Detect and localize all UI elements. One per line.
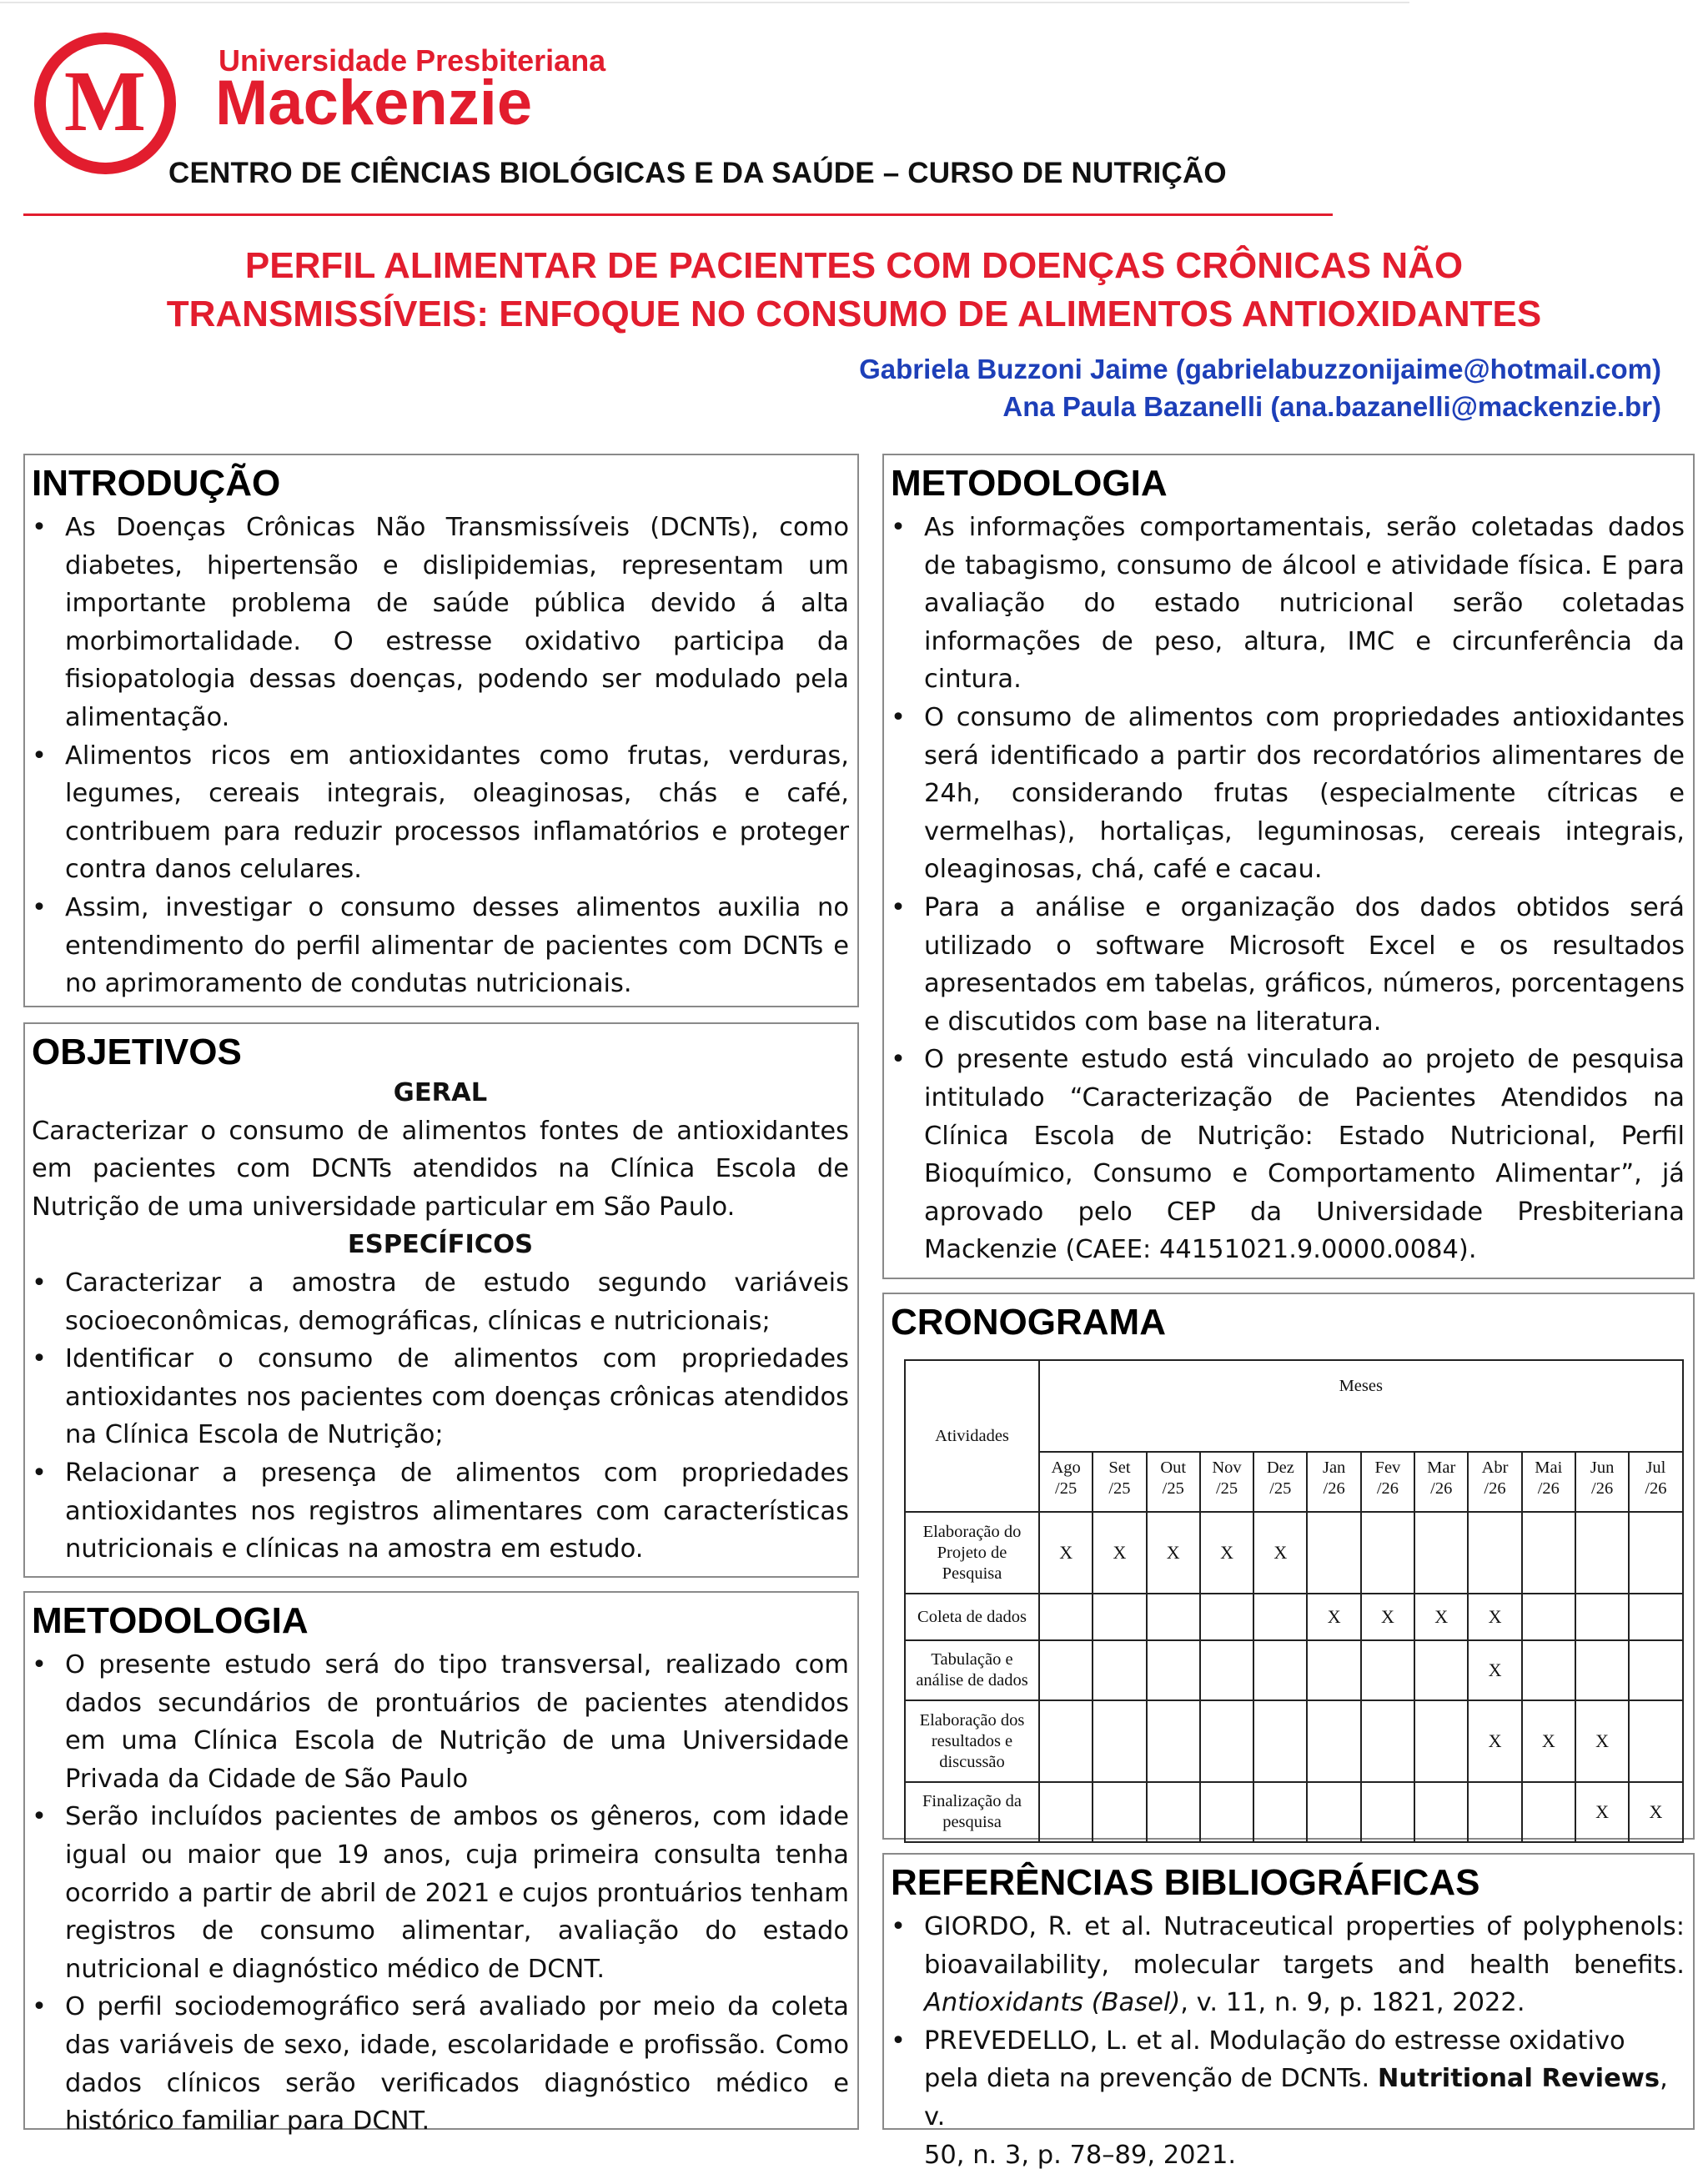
schedule-cell	[1468, 1700, 1521, 1782]
metodologia-section-1	[23, 1591, 859, 2136]
university-name-small: Universidade Presbiteriana	[219, 43, 606, 78]
month-year: /26	[1537, 1479, 1560, 1498]
schedule-mark: X	[1166, 1541, 1180, 1563]
ref-details: 50, n. 3, p. 78–89, 2021.	[924, 2140, 1237, 2170]
metodologia-list	[25, 1646, 857, 2141]
schedule-mark: X	[1541, 1730, 1555, 1751]
month-year: /25	[1108, 1479, 1131, 1498]
activity-line: Projeto de	[937, 1543, 1007, 1562]
schedule-cell	[1522, 1700, 1575, 1782]
activity-cell	[905, 1512, 1039, 1594]
ref-text: PREVEDELLO, L. et al. Modulação do estresse oxidativo	[924, 2026, 1625, 2056]
schedule-cell	[1629, 1640, 1682, 1700]
schedule-cell	[1414, 1640, 1468, 1700]
activity-line: Finalização da	[922, 1792, 1022, 1810]
month-label: Out	[1160, 1459, 1187, 1477]
list-item: • Para a análise e organização dos dados obtidos será utilizado o software Microsoft Excel e os resultados apresentados em tabelas, gráficos, números, porcentagens e discutidos com base na literatura.	[924, 889, 1685, 1041]
schedule-cell	[1307, 1700, 1360, 1782]
activities-header-label: Atividades	[935, 1426, 1009, 1445]
metodologia-heading: METODOLOGIA	[891, 463, 1168, 504]
table-header-row	[905, 1360, 1683, 1452]
month-label: Nov	[1212, 1459, 1242, 1477]
list-item: • Caracterizar a amostra de estudo segundo variáveis socioeconômicas, demográficas, clínicas e nutricionais;	[65, 1264, 849, 1340]
activity-line: análise de dados	[916, 1671, 1028, 1689]
months-header-label: Meses	[1339, 1377, 1383, 1395]
title-line-1: PERFIL ALIMENTAR DE PACIENTES COM DOENÇAS CRÔNICAS NÃO	[244, 245, 1464, 286]
reference-item	[924, 1908, 1685, 2022]
schedule-cell	[1147, 1594, 1200, 1640]
list-item: • Serão incluídos pacientes de ambos os gêneros, com idade igual ou maior que 19 anos, cuja primeira consulta tenha ocorrido a partir de abril de 2021 e cujos prontuários tenham registros de consumo alimentar, avaliação do estado nutricional e diagnóstico médico de DCNT.	[65, 1798, 849, 1988]
schedule-cell	[1629, 1782, 1682, 1842]
introducao-list	[25, 509, 857, 1003]
schedule-cell	[1522, 1640, 1575, 1700]
ref-journal: Antioxidants (Basel)	[924, 1988, 1181, 2018]
month-cell	[1629, 1452, 1682, 1512]
table-row	[905, 1700, 1683, 1782]
geral-text: Caracterizar o consumo de alimentos fontes de antioxidantes em pacientes com DCNTs atendidos na Clínica Escola de Nutrição de uma universidade particular em São Paulo.	[32, 1116, 849, 1222]
metodologia-section-2	[882, 454, 1695, 1279]
schedule-mark: X	[1649, 1800, 1663, 1822]
months-header	[1039, 1360, 1683, 1452]
table-row	[905, 1782, 1683, 1842]
objetivos-heading: OBJETIVOS	[32, 1032, 242, 1072]
schedule-mark: X	[1059, 1541, 1073, 1563]
schedule-mark: X	[1595, 1800, 1610, 1822]
list-item: • Relacionar a presença de alimentos com propriedades antioxidantes nos registros alimentares com características nutricionais e clínicas na amostra em estudo.	[65, 1454, 849, 1569]
activity-cell	[905, 1640, 1039, 1700]
introducao-section	[23, 454, 859, 1007]
table-row	[905, 1640, 1683, 1700]
author-2: Ana Paula Bazanelli (ana.bazanelli@mackenzie.br)	[1002, 391, 1661, 422]
schedule-cell	[1039, 1700, 1093, 1782]
referencias-heading: REFERÊNCIAS BIBLIOGRÁFICAS	[891, 1862, 1480, 1903]
university-name-big: Mackenzie	[215, 68, 533, 138]
activity-line: Elaboração dos	[919, 1710, 1025, 1730]
objetivos-section	[23, 1022, 859, 1578]
list-item: • O consumo de alimentos com propriedades antioxidantes será identificado a partir dos recordatórios alimentares de 24h, considerando frutas (especialmente cítricas e vermelhas), hortaliças, leguminosas, cereais integrais, oleaginosas, chá, café e cacau.	[924, 699, 1685, 889]
table-row	[905, 1594, 1683, 1640]
schedule-mark: X	[1273, 1541, 1288, 1563]
list-item: • As informações comportamentais, serão coletadas dados de tabagismo, consumo de álcool e atividade física. E para avaliação do estado nutricional serão coletadas informações de peso, altura, IMC e circunferência da cintura.	[924, 509, 1685, 699]
schedule-cell	[1253, 1594, 1307, 1640]
especificos-list	[25, 1264, 857, 1569]
geral-subheading: GERAL	[393, 1078, 488, 1107]
activity-cell	[905, 1782, 1039, 1842]
schedule-cell	[1575, 1512, 1629, 1594]
schedule-cell	[1522, 1512, 1575, 1594]
list-item: • O presente estudo está vinculado ao projeto de pesquisa intitulado “Caracterização de Pacientes Atendidos na Clínica Escola de Nutrição: Estado Nutricional, Perfil Bioquímico, Consumo e Comportamento Alimentar”, já aprovado pelo CEP da Universidade Presbiteriana Mackenzie (CAEE: 44151021.9.0000.0084).	[924, 1041, 1685, 1269]
schedule-cell	[1200, 1782, 1253, 1842]
schedule-cell	[1361, 1782, 1414, 1842]
ref-text: GIORDO, R. et al. Nutraceutical properties of polyphenols: bioavailability, molecular targets and health benefits.	[924, 1912, 1685, 1980]
schedule-cell	[1361, 1594, 1414, 1640]
month-year: /25	[1269, 1479, 1292, 1498]
schedule-cell	[1307, 1782, 1360, 1842]
schedule-cell	[1200, 1640, 1253, 1700]
schedule-cell	[1361, 1512, 1414, 1594]
poster-title	[0, 242, 1708, 339]
schedule-mark: X	[1488, 1659, 1502, 1680]
schedule-cell	[1629, 1594, 1682, 1640]
activity-line: Tabulação e	[931, 1650, 1013, 1669]
metodologia-heading: METODOLOGIA	[32, 1600, 309, 1641]
list-item: • O presente estudo será do tipo transversal, realizado com dados secundários de prontuários de pacientes atendidos em uma Clínica Escola de Nutrição de uma Universidade Privada da Cidade de São Paulo	[65, 1646, 849, 1798]
month-label: Mai	[1535, 1459, 1563, 1477]
schedule-cell	[1575, 1782, 1629, 1842]
schedule-cell	[1093, 1512, 1146, 1594]
month-cell	[1575, 1452, 1629, 1512]
activity-line: Coleta de dados	[917, 1607, 1027, 1626]
month-year: /26	[1430, 1479, 1453, 1498]
list-item: • As Doenças Crônicas Não Transmissíveis (DCNTs), como diabetes, hipertensão e dislipidemias, representam um importante problema de saúde pública devido á alta morbimortalidade. O estresse oxidativo participa da fisiopatologia dessas doenças, podendo ser modulado pela alimentação.	[65, 509, 849, 737]
activity-cell	[905, 1700, 1039, 1782]
schedule-mark: X	[1327, 1605, 1341, 1627]
schedule-cell	[1414, 1782, 1468, 1842]
mackenzie-logo	[33, 32, 177, 175]
schedule-cell	[1307, 1512, 1360, 1594]
schedule-cell	[1200, 1700, 1253, 1782]
list-item: • O perfil sociodemográfico será avaliado por meio da coleta das variáveis de sexo, idade, escolaridade e profissão. Como dados clínicos serão verificados diagnóstico médico e histórico familiar para DCNT.	[65, 1988, 849, 2140]
schedule-cell	[1414, 1512, 1468, 1594]
schedule-cell	[1414, 1700, 1468, 1782]
schedule-mark: X	[1380, 1605, 1394, 1627]
month-year: /25	[1162, 1479, 1184, 1498]
schedule-cell	[1093, 1594, 1146, 1640]
referencias-section	[882, 1853, 1695, 2170]
activity-cell	[905, 1594, 1039, 1640]
schedule-table	[904, 1359, 1684, 1843]
month-year: /25	[1055, 1479, 1078, 1498]
activities-header	[905, 1360, 1039, 1512]
month-year: /26	[1591, 1479, 1614, 1498]
list-item: • Alimentos ricos em antioxidantes como frutas, verduras, legumes, cereais integrais, oleaginosas, chás e café, contribuem para reduzir processos inflamatórios e proteger contra danos celulares.	[65, 737, 849, 889]
schedule-cell	[1253, 1512, 1307, 1594]
schedule-cell	[1575, 1594, 1629, 1640]
schedule-mark: X	[1434, 1605, 1449, 1627]
table-row	[905, 1512, 1683, 1594]
header-divider	[23, 213, 1333, 216]
schedule-mark: X	[1220, 1541, 1233, 1563]
schedule-mark: X	[1488, 1730, 1502, 1751]
metodologia-list	[884, 509, 1693, 1269]
list-item: • Assim, investigar o consumo desses alimentos auxilia no entendimento do perfil alimentar de pacientes com DCNTs e no aprimoramento de condutas nutricionais.	[65, 889, 849, 1003]
schedule-cell	[1253, 1700, 1307, 1782]
schedule-cell	[1468, 1782, 1521, 1842]
ref-text: pela dieta na prevenção de DCNTs.	[924, 2064, 1370, 2094]
cronograma-heading: CRONOGRAMA	[891, 1302, 1166, 1343]
month-year: /26	[1645, 1479, 1667, 1498]
especificos-subheading: ESPECÍFICOS	[347, 1230, 534, 1260]
schedule-cell	[1361, 1700, 1414, 1782]
month-label: Abr	[1481, 1459, 1509, 1477]
schedule-cell	[1093, 1700, 1146, 1782]
schedule-cell	[1468, 1640, 1521, 1700]
schedule-cell	[1575, 1640, 1629, 1700]
ref-journal: Nutritional Reviews	[1377, 2064, 1660, 2094]
schedule-cell	[1039, 1782, 1093, 1842]
month-cell	[1468, 1452, 1521, 1512]
schedule-cell	[1522, 1782, 1575, 1842]
ref-details: , v.	[924, 2064, 1668, 2131]
schedule-cell	[1253, 1782, 1307, 1842]
month-cell	[1039, 1452, 1093, 1512]
schedule-cell	[1147, 1640, 1200, 1700]
title-line-2: TRANSMISSÍVEIS: ENFOQUE NO CONSUMO DE ALIMENTOS ANTIOXIDANTES	[166, 294, 1542, 334]
schedule-cell	[1093, 1782, 1146, 1842]
schedule-cell	[1039, 1594, 1093, 1640]
month-cell	[1522, 1452, 1575, 1512]
activity-line: resultados e	[931, 1731, 1013, 1750]
schedule-cell	[1629, 1700, 1682, 1782]
month-label: Ago	[1051, 1459, 1081, 1477]
activity-line: Elaboração do	[922, 1522, 1022, 1541]
month-year: /26	[1323, 1479, 1345, 1498]
reference-item	[924, 2022, 1685, 2174]
author-1: Gabriela Buzzoni Jaime (gabrielabuzzonijaime@hotmail.com)	[859, 354, 1661, 384]
month-label: Jan	[1322, 1459, 1346, 1477]
schedule-cell	[1200, 1594, 1253, 1640]
authors	[859, 350, 1661, 425]
month-cell	[1307, 1452, 1360, 1512]
introducao-heading: INTRODUÇÃO	[32, 463, 281, 504]
schedule-cell	[1468, 1594, 1521, 1640]
schedule-cell	[1629, 1512, 1682, 1594]
month-label: Jul	[1645, 1459, 1666, 1477]
cronograma-section	[882, 1293, 1695, 1840]
month-cell	[1253, 1452, 1307, 1512]
schedule-mark: X	[1113, 1541, 1127, 1563]
month-label: Dez	[1266, 1459, 1294, 1477]
month-cell	[1147, 1452, 1200, 1512]
schedule-mark: X	[1595, 1730, 1610, 1751]
schedule-cell	[1522, 1594, 1575, 1640]
schedule-cell	[1147, 1782, 1200, 1842]
month-cell	[1361, 1452, 1414, 1512]
month-label: Jun	[1590, 1459, 1615, 1477]
month-cell	[1093, 1452, 1146, 1512]
schedule-cell	[1147, 1512, 1200, 1594]
schedule-cell	[1147, 1700, 1200, 1782]
month-year: /26	[1376, 1479, 1399, 1498]
schedule-cell	[1253, 1640, 1307, 1700]
activity-line: discussão	[939, 1752, 1005, 1771]
schedule-cell	[1307, 1640, 1360, 1700]
schedule-cell	[1575, 1700, 1629, 1782]
top-border-line	[0, 2, 1409, 3]
schedule-cell	[1361, 1640, 1414, 1700]
ref-details: , v. 11, n. 9, p. 1821, 2022.	[1180, 1988, 1525, 2018]
schedule-cell	[1039, 1640, 1093, 1700]
month-cell	[1414, 1452, 1468, 1512]
month-cell	[1200, 1452, 1253, 1512]
schedule-cell	[1307, 1594, 1360, 1640]
schedule-mark: X	[1488, 1605, 1502, 1627]
activity-line: pesquisa	[942, 1813, 1002, 1831]
month-year: /26	[1484, 1479, 1506, 1498]
activity-line: Pesquisa	[942, 1564, 1002, 1583]
month-year: /25	[1215, 1479, 1238, 1498]
schedule-cell	[1200, 1512, 1253, 1594]
center-course-line: CENTRO DE CIÊNCIAS BIOLÓGICAS E DA SAÚDE – CURSO DE NUTRIÇÃO	[168, 157, 1227, 189]
list-item: • Identificar o consumo de alimentos com propriedades antioxidantes nos pacientes com doenças crônicas atendidos na Clínica Escola de Nutrição;	[65, 1340, 849, 1454]
svg-text:M: M	[63, 53, 147, 149]
month-label: Mar	[1427, 1459, 1456, 1477]
month-label: Set	[1108, 1459, 1131, 1477]
schedule-cell	[1039, 1512, 1093, 1594]
schedule-cell	[1468, 1512, 1521, 1594]
schedule-cell	[1414, 1594, 1468, 1640]
referencias-list	[884, 1908, 1693, 2174]
month-label: Fev	[1374, 1459, 1401, 1477]
schedule-cell	[1093, 1640, 1146, 1700]
